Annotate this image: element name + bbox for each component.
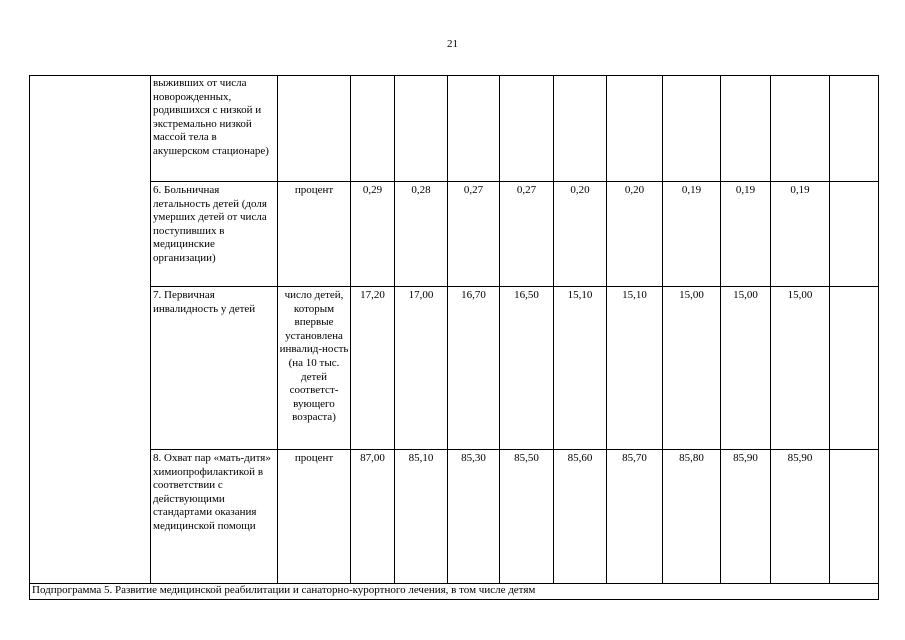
value-cell: 85,90: [771, 450, 830, 584]
empty-number-cell: [30, 76, 151, 584]
value-cell: 15,00: [663, 287, 721, 450]
unit-cell: процент: [278, 182, 351, 287]
value-cell: [830, 287, 879, 450]
value-cell: 85,10: [395, 450, 448, 584]
value-cell: [830, 182, 879, 287]
table-row: [30, 450, 879, 584]
unit-cell: [278, 76, 351, 182]
value-cell: [830, 450, 879, 584]
page-number: 21: [447, 38, 458, 50]
value-cell: 0,20: [607, 182, 663, 287]
value-cell: 17,20: [351, 287, 395, 450]
value-cell: 0,29: [351, 182, 395, 287]
unit-cell: процент: [278, 450, 351, 584]
value-cell: 85,60: [554, 450, 607, 584]
value-cell: 15,00: [721, 287, 771, 450]
value-cell: 0,19: [663, 182, 721, 287]
value-cell: [351, 76, 395, 182]
value-cell: [830, 76, 879, 182]
table-row: [30, 182, 879, 287]
value-cell: [448, 76, 500, 182]
value-cell: 0,20: [554, 182, 607, 287]
value-cell: 0,27: [500, 182, 554, 287]
value-cell: 16,70: [448, 287, 500, 450]
subprogram-row: [30, 584, 879, 600]
value-cell: [554, 76, 607, 182]
value-cell: 85,50: [500, 450, 554, 584]
unit-cell: число детей, которым впервые установлена инвалид-ность (на 10 тыс. детей соответст-вующего возраста): [278, 287, 351, 450]
value-cell: [663, 76, 721, 182]
value-cell: 85,70: [607, 450, 663, 584]
indicators-table: [29, 75, 879, 600]
subprogram-title: Подпрограмма 5. Развитие медицинской реабилитации и санаторно-курортного лечения, в том числе детям: [30, 584, 879, 600]
value-cell: [500, 76, 554, 182]
value-cell: [771, 76, 830, 182]
value-cell: 17,00: [395, 287, 448, 450]
value-cell: [607, 76, 663, 182]
table-row: [30, 76, 879, 182]
value-cell: 0,27: [448, 182, 500, 287]
value-cell: 15,10: [607, 287, 663, 450]
value-cell: 16,50: [500, 287, 554, 450]
indicator-name: 8. Охват пар «мать-дитя» химиопрофилактикой в соответствии с действующими стандартами оказания медицинской помощи: [151, 450, 278, 584]
value-cell: 87,00: [351, 450, 395, 584]
indicator-name: выживших от числа новорожденных, родившихся с низкой и экстремально низкой массой тела в акушерском стационаре): [151, 76, 278, 182]
value-cell: 15,00: [771, 287, 830, 450]
value-cell: [721, 76, 771, 182]
table-row: [30, 287, 879, 450]
value-cell: 0,19: [721, 182, 771, 287]
indicator-name: 6. Больничная летальность детей (доля умерших детей от числа поступивших в медицинские организации): [151, 182, 278, 287]
value-cell: 85,30: [448, 450, 500, 584]
value-cell: 0,28: [395, 182, 448, 287]
indicator-name: 7. Первичная инвалидность у детей: [151, 287, 278, 450]
value-cell: 85,80: [663, 450, 721, 584]
value-cell: [395, 76, 448, 182]
value-cell: 15,10: [554, 287, 607, 450]
value-cell: 85,90: [721, 450, 771, 584]
value-cell: 0,19: [771, 182, 830, 287]
